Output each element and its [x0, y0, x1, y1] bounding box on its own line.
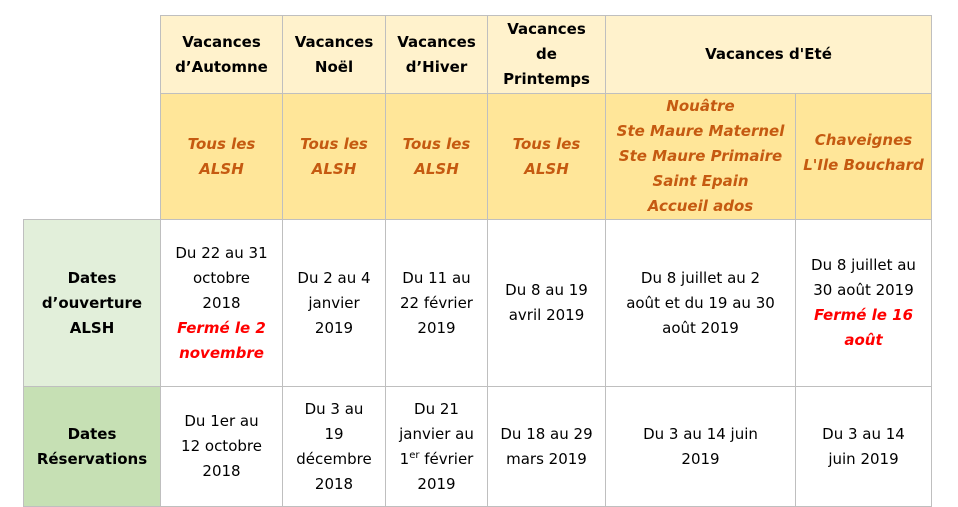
ouverture-hiver: Du 11 au 22 février 2019	[386, 220, 488, 387]
sites-row	[24, 94, 932, 220]
corner-blank-cell	[24, 16, 161, 220]
closure-note-ete-2: août	[844, 331, 883, 349]
header-printemps: Vacances de Printemps	[488, 16, 606, 94]
reservations-printemps: Du 18 au 29 mars 2019	[488, 387, 606, 507]
sites-ete-group-1: Nouâtre Ste Maure Maternel Ste Maure Primaire Saint Epain Accueil ados	[606, 94, 796, 220]
ouverture-noel: Du 2 au 4 janvier 2019	[283, 220, 386, 387]
closure-note-automne-2: novembre	[179, 343, 264, 362]
reservations-hiver-line3: 1er février	[399, 449, 474, 468]
sites-printemps: Tous les ALSH	[488, 94, 606, 220]
ouverture-automne: Du 22 au 31 octobre 2018 Fermé le 2 novembre	[161, 220, 283, 387]
row-label-reservations: Dates Réservations	[24, 387, 161, 507]
vacation-schedule-table	[23, 15, 932, 507]
reservations-hiver: Du 21 janvier au 1er février 2019	[386, 387, 488, 507]
ouverture-printemps: Du 8 au 19 avril 2019	[488, 220, 606, 387]
header-hiver: Vacances d’Hiver	[386, 16, 488, 94]
reservations-ete-group-1: Du 3 au 14 juin 2019	[606, 387, 796, 507]
closure-note-ete: Fermé le 16	[813, 306, 914, 324]
row-label-ouverture: Dates d’ouverture ALSH	[24, 220, 161, 387]
reservations-ete-group-2: Du 3 au 14 juin 2019	[796, 387, 932, 507]
opening-dates-row	[24, 220, 932, 387]
reservations-noel: Du 3 au 19 décembre 2018	[283, 387, 386, 507]
header-automne: Vacances d’Automne	[161, 16, 283, 94]
closure-note-automne: Fermé le 2	[177, 318, 266, 337]
reservations-automne: Du 1er au 12 octobre 2018	[161, 387, 283, 507]
sites-hiver: Tous les ALSH	[386, 94, 488, 220]
reservation-dates-row	[24, 387, 932, 507]
sites-ete-group-2: Chaveignes L'Ile Bouchard	[796, 94, 932, 220]
sites-noel: Tous les ALSH	[283, 94, 386, 220]
ouverture-ete-group-2: Du 8 juillet au 30 août 2019 Fermé le 16 août	[796, 220, 932, 387]
header-ete: Vacances d'Eté	[606, 16, 932, 94]
sites-automne: Tous les ALSH	[161, 94, 283, 220]
header-noel: Vacances Noël	[283, 16, 386, 94]
ouverture-ete-group-1: Du 8 juillet au 2 août et du 19 au 30 août 2019	[606, 220, 796, 387]
header-row	[24, 16, 932, 94]
